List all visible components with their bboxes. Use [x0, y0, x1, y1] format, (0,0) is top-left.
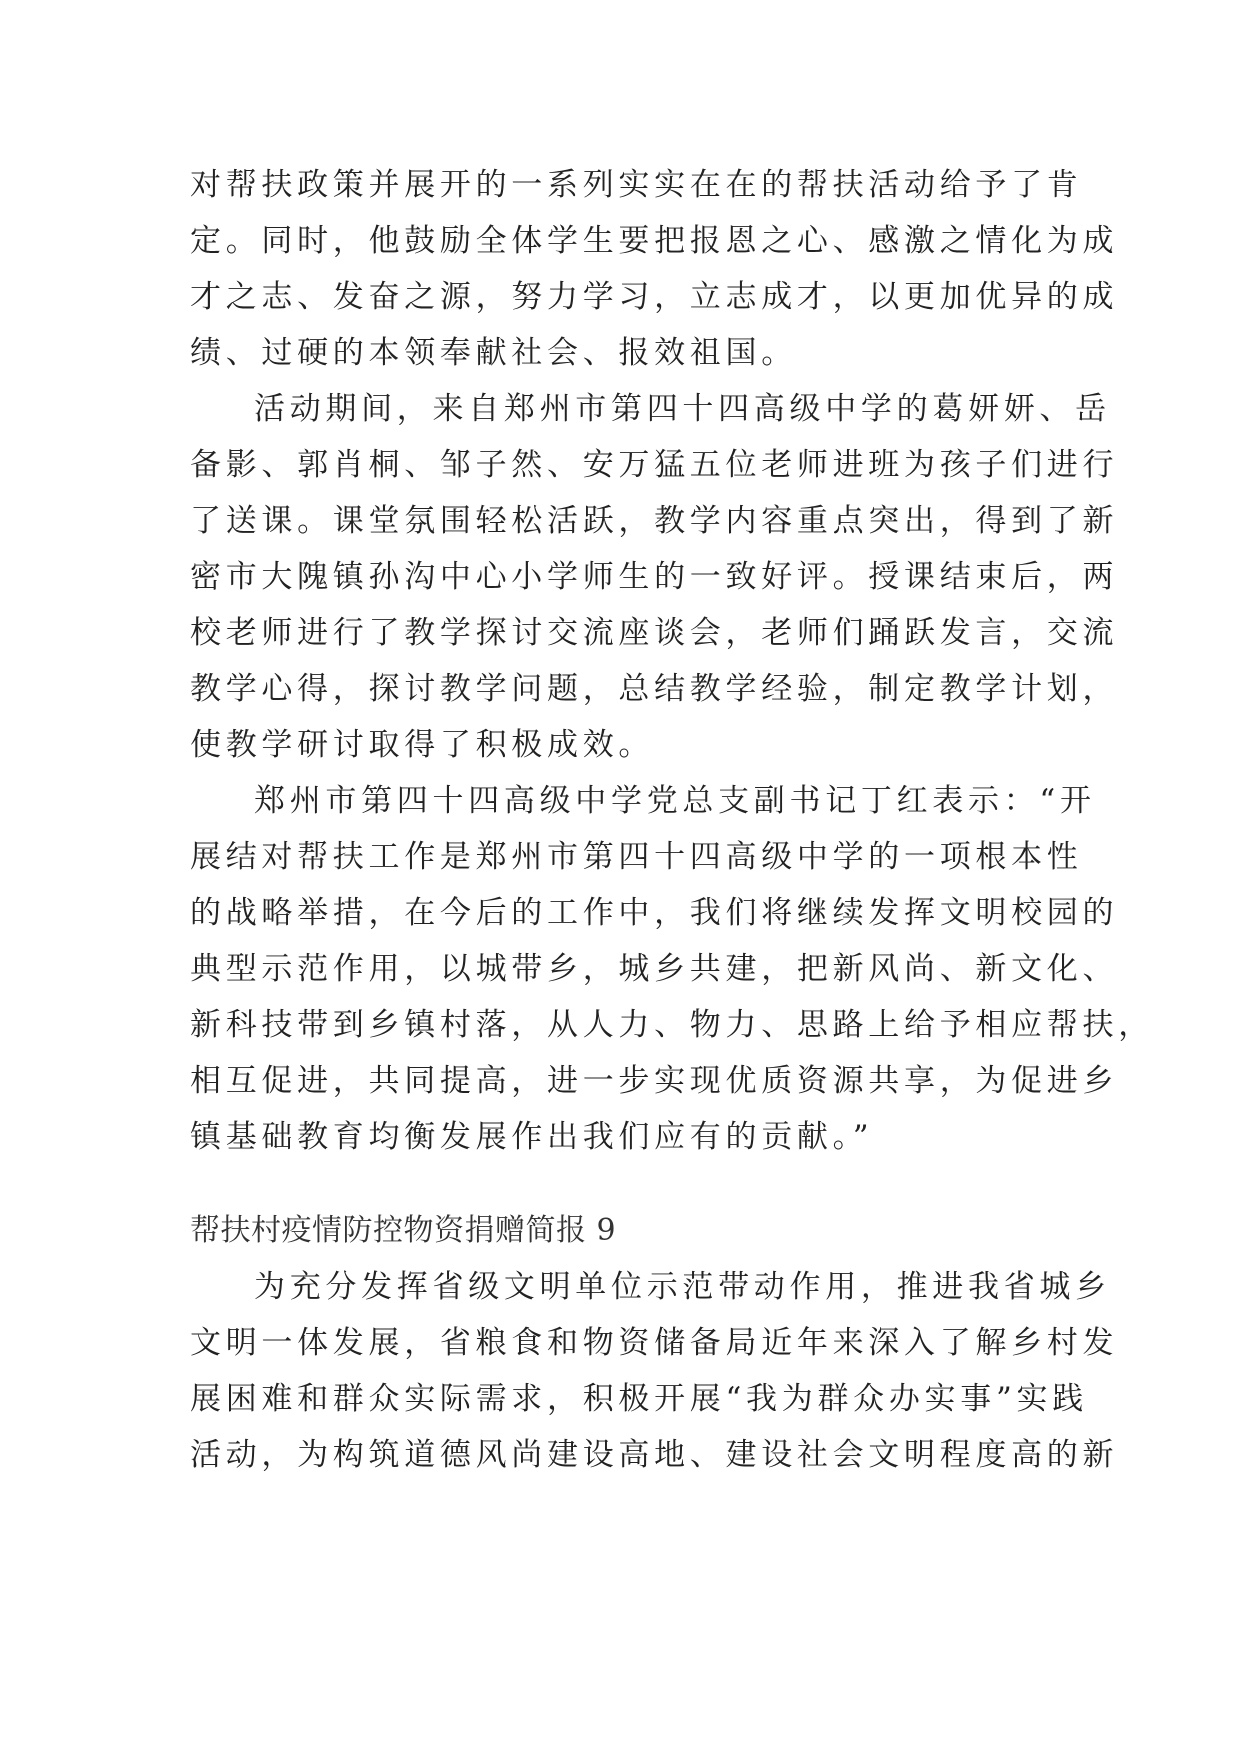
paragraph-3-line-2: 展结对帮扶工作是郑州市第四十四高级中学的一项根本性: [190, 839, 1083, 875]
paragraph-3-line-3: 的战略举措，在今后的工作中，我们将继续发挥文明校园的: [190, 895, 1119, 931]
paragraph-2-line-6: 教学心得，探讨教学问题，总结教学经验，制定教学计划，: [190, 671, 1119, 707]
paragraph-3-line-1: 郑州市第四十四高级中学党总支副书记丁红表示：“开: [254, 783, 1096, 819]
paragraph-1-line-4: 绩、过硬的本领奉献社会、报效祖国。: [190, 335, 797, 371]
paragraph-3-line-4: 典型示范作用，以城带乡，城乡共建，把新风尚、新文化、: [190, 951, 1119, 987]
paragraph-1-line-1: 对帮扶政策并展开的一系列实实在在的帮扶活动给予了肯: [190, 167, 1083, 203]
paragraph-2-line-3: 了送课。课堂氛围轻松活跃，教学内容重点突出，得到了新: [190, 503, 1119, 539]
paragraph-4-line-3: 展困难和群众实际需求，积极开展“我为群众办实事”实践: [190, 1381, 1088, 1417]
paragraph-2-line-2: 备影、郭肖桐、邹子然、安万猛五位老师进班为孩子们进行: [190, 447, 1119, 483]
paragraph-3-line-6: 相互促进，共同提高，进一步实现优质资源共享，为促进乡: [190, 1063, 1119, 1099]
paragraph-3-line-7: 镇基础教育均衡发展作出我们应有的贡献。”: [190, 1119, 874, 1155]
paragraph-3-line-5: 新科技带到乡镇村落，从人力、物力、思路上给予相应帮扶，: [190, 1007, 1154, 1043]
paragraph-2-line-5: 校老师进行了教学探讨交流座谈会，老师们踊跃发言，交流: [190, 615, 1119, 651]
paragraph-4-line-4: 活动，为构筑道德风尚建设高地、建设社会文明程度高的新: [190, 1437, 1119, 1473]
paragraph-1-line-3: 才之志、发奋之源，努力学习，立志成才，以更加优异的成: [190, 279, 1119, 315]
paragraph-4-line-2: 文明一体发展，省粮食和物资储备局近年来深入了解乡村发: [190, 1325, 1119, 1361]
paragraph-2-line-4: 密市大隗镇孙沟中心小学师生的一致好评。授课结束后，两: [190, 559, 1119, 595]
paragraph-2-line-7: 使教学研讨取得了积极成效。: [190, 727, 655, 763]
section-heading: 帮扶村疫情防控物资捐赠简报 9: [190, 1213, 617, 1248]
paragraph-1-line-2: 定。同时，他鼓励全体学生要把报恩之心、感激之情化为成: [190, 223, 1119, 259]
paragraph-2-line-1: 活动期间，来自郑州市第四十四高级中学的葛妍妍、岳: [254, 391, 1111, 427]
paragraph-4-line-1: 为充分发挥省级文明单位示范带动作用，推进我省城乡: [254, 1269, 1111, 1305]
